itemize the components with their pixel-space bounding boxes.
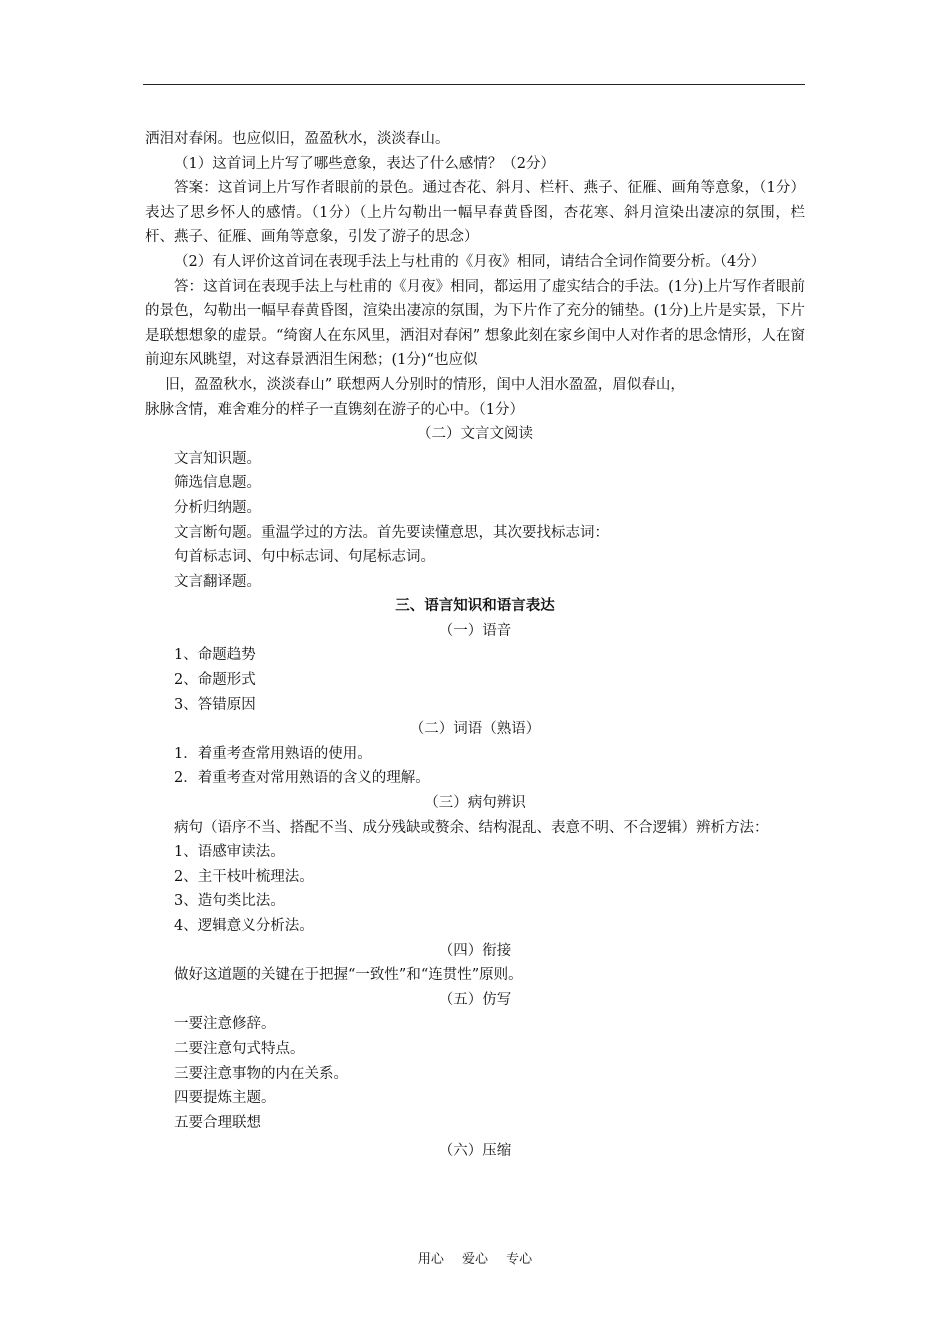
sentences-item: 2、主干枝叶梳理法。 bbox=[174, 868, 314, 885]
classical-item: 文言知识题。 bbox=[174, 450, 261, 467]
q1-answer: 答案：这首词上片写作者眼前的景色。通过杏花、斜月、栏杆、燕子、征雁、画角等意象，（1分）表达了思乡怀人的感情。（1分）（上片勾勒出一幅早春黄昏图，杏花寒、斜月渲染出凄凉的氛围，栏杆、燕子、征雁、画角等意象，引发了游子的思念） bbox=[145, 180, 805, 246]
sentences-item: 3、造句类比法。 bbox=[174, 893, 285, 910]
classical-item: 文言断句题。重温学过的方法。首先要读懂意思，其次要找标志词： bbox=[174, 524, 609, 541]
classical-item: 分析归纳题。 bbox=[174, 499, 261, 516]
q2-question: （2）有人评价这首词在表现手法上与杜甫的《月夜》相同，请结合全词作简要分析。（4分） bbox=[174, 253, 766, 270]
q2-answer-line3: 脉脉含情，难舍难分的样子一直镌刻在游子的心中。（1分） bbox=[145, 401, 524, 418]
imitation-item: 一要注意修辞。 bbox=[174, 1016, 276, 1033]
phonetics-item: 2、命题形式 bbox=[174, 672, 256, 689]
imitation-item: 四要提炼主题。 bbox=[174, 1090, 276, 1107]
page-footer: 用心 爱心 专心 bbox=[417, 1252, 533, 1267]
compression-title: （六）压缩 bbox=[438, 1143, 512, 1160]
sentences-intro: 病句（语序不当、搭配不当、成分残缺或赘余、结构混乱、表意不明、不合逻辑）辨析方法： bbox=[174, 819, 769, 836]
idioms-title: （二）词语（熟语） bbox=[409, 721, 541, 738]
classical-item: 筛选信息题。 bbox=[174, 475, 261, 492]
phonetics-item: 1、命题趋势 bbox=[174, 647, 256, 664]
sentences-item: 1、语感审读法。 bbox=[174, 844, 285, 861]
section-classical-title: （二）文言文阅读 bbox=[417, 426, 533, 443]
cohesion-text: 做好这道题的关键在于把握“一致性”和“连贯性”原则。 bbox=[174, 967, 523, 984]
q2-answer: 答：这首词在表现手法上与杜甫的《月夜》相同，都运用了虚实结合的手法。(1分)上片写作者眼前的景色，勾勒出一幅早春黄昏图，渲染出凄凉的氛围，为下片作了充分的铺垫。(1分)上片是实景，下片是联想想象的虚景。“绮窗人在东风里，洒泪对春闲” 想象此刻在家乡闺中人对作者的思念情形，人在窗前迎东风眺望，对这春景洒泪生闲愁；(1分)“也应似 bbox=[145, 278, 805, 369]
part3-title: 三、语言知识和语言表达 bbox=[395, 597, 555, 615]
document-body bbox=[145, 127, 805, 1164]
imitation-title: （五）仿写 bbox=[438, 991, 512, 1008]
imitation-item: 五要合理联想 bbox=[174, 1114, 261, 1131]
poem-tail: 洒泪对春闲。也应似旧，盈盈秋水，淡淡春山。 bbox=[145, 131, 450, 147]
cohesion-title: （四）衔接 bbox=[438, 942, 512, 959]
phonetics-item: 3、答错原因 bbox=[174, 696, 256, 713]
idioms-item: 1．着重考查常用熟语的使用。 bbox=[174, 745, 372, 762]
header-rule bbox=[143, 84, 805, 85]
sentences-item: 4、逻辑意义分析法。 bbox=[174, 918, 314, 934]
classical-item: 文言翻译题。 bbox=[174, 573, 261, 590]
imitation-item: 三要注意事物的内在关系。 bbox=[174, 1065, 348, 1082]
imitation-item: 二要注意句式特点。 bbox=[174, 1040, 305, 1057]
sentences-title: （三）病句辨识 bbox=[424, 795, 526, 812]
phonetics-title: （一）语音 bbox=[438, 622, 512, 639]
q1-question: （1）这首词上片写了哪些意象，表达了什么感情？（2分） bbox=[174, 155, 555, 172]
classical-item: 句首标志词、句中标志词、句尾标志词。 bbox=[174, 549, 435, 566]
q2-answer-line2: 旧，盈盈秋水，淡淡春山” 联想两人分别时的情形，闺中人泪水盈盈，眉似春山， bbox=[165, 376, 685, 393]
idioms-item: 2．着重考查对常用熟语的含义的理解。 bbox=[174, 770, 430, 787]
